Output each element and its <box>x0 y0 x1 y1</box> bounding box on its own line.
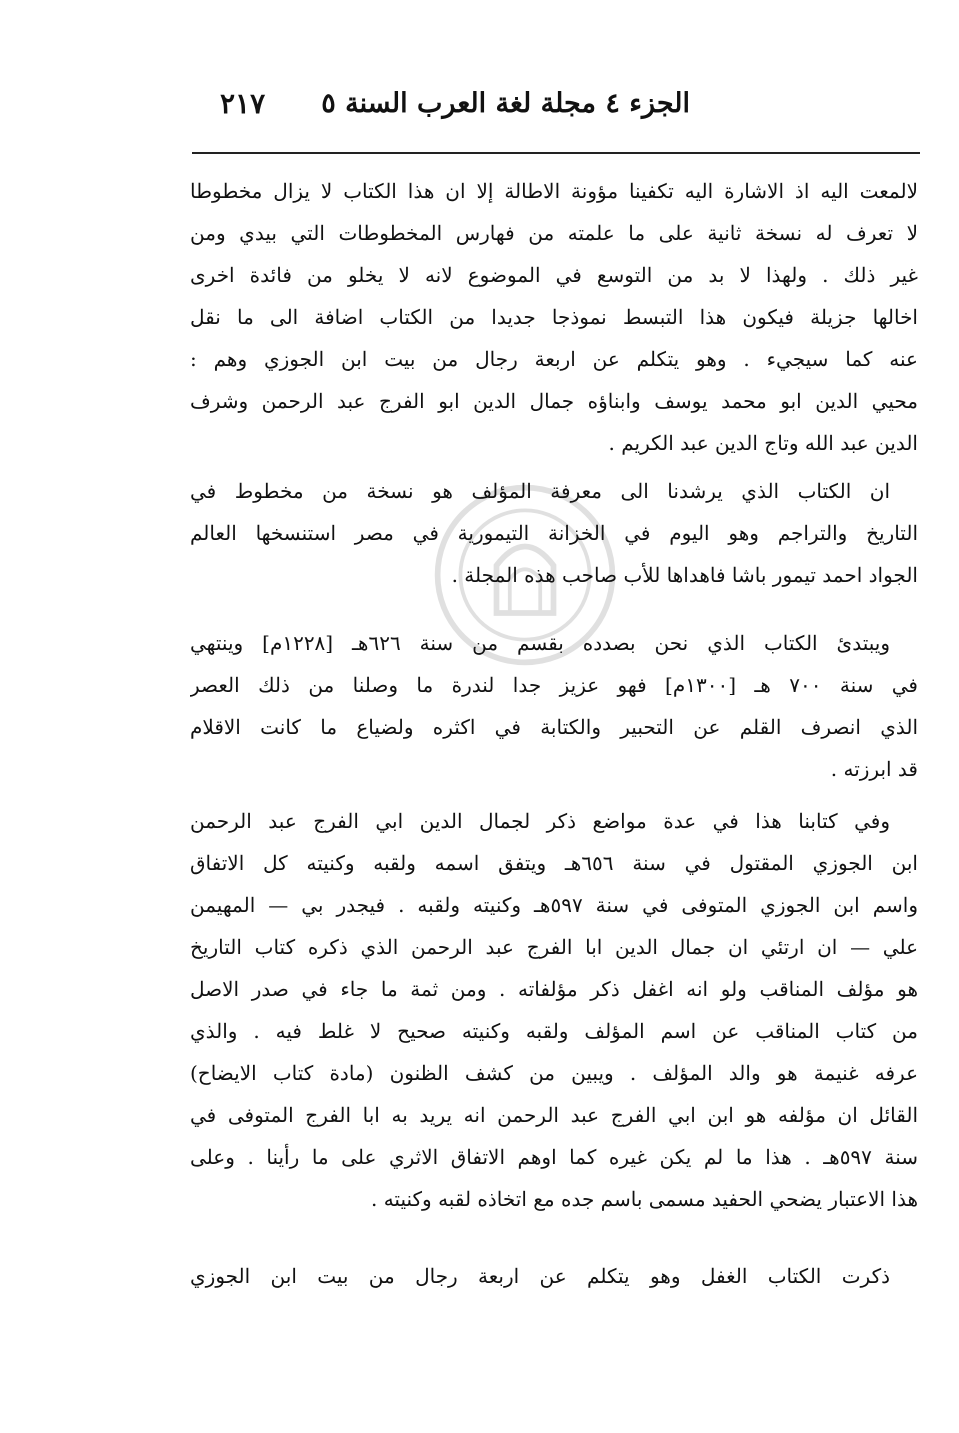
text-line: عنه كما سيجيء . وهو يتكلم عن اربعة رجال من بيت ابن الجوزي وهم : <box>190 347 918 371</box>
text-line: غير ذلك . ولهذا لا بد من التوسع في الموضوع لانه لا يخلو من فائدة اخرى <box>190 263 918 287</box>
text-line: هذا الاعتبار يضحي الحفيد مسمى باسم جده مع اتخاذه لقبه وكنيته . <box>370 1187 918 1211</box>
text-line: سنة ٥٩٧هـ . هذا ما لم يكن غيره كما اوهم الاتفاق الاثري على ما رأينا . وعلى <box>190 1145 918 1169</box>
text-line: القائل ان مؤلفه هو ابن ابي الفرج عبد الرحمن انه يريد به ابا الفرج المتوفى في <box>190 1103 918 1127</box>
text-line: واسم ابن الجوزي المتوفى في سنة ٥٩٧هـ وكنيته ولقبه . فيجدر بي — المهيمن <box>190 893 918 917</box>
text-line: الذي انصرف القلم عن التحبير والكتابة في اكثره ولضياع ما كانت الاقلام <box>190 715 918 739</box>
text-line: الجواد احمد تيمور باشا فاهداها للأب صاحب هذه المجلة . <box>451 563 918 587</box>
text-line: ان الكتاب الذي يرشدنا الى معرفة المؤلف هو نسخة من مخطوط في <box>190 479 890 503</box>
page-number: ٢١٧ <box>220 86 266 120</box>
text-line: ذكرت الكتاب الغفل وهو يتكلم عن اربعة رجال من بيت ابن الجوزي <box>190 1264 890 1288</box>
text-line: الدين عبد الله وتاج الدين عبد الكريم . <box>608 431 918 455</box>
text-line: علي — ان ارتئي ان جمال الدين ابا الفرج عبد الرحمن الذي ذكره كتاب التاريخ <box>190 935 918 959</box>
text-line: قد ابرزته . <box>830 757 918 781</box>
running-head: الجزء ٤ مجلة لغة العرب السنة ٥ <box>321 87 690 119</box>
text-line: ويبتدئ الكتاب الذي نحن بصدده بقسم من سنة ٦٢٦هـ [١٢٢٨م] وينتهي <box>190 631 890 655</box>
text-line: وفي كتابنا هذا في عدة مواضع ذكر لجمال الدين ابي الفرج عبد الرحمن <box>190 809 890 833</box>
paragraph-1 <box>190 170 918 464</box>
header-rule <box>192 152 920 154</box>
text-line: التاريخ والتراجم وهو اليوم في الخزانة التيمورية في مصر استنسخها العالم <box>190 521 918 545</box>
text-line: ابن الجوزي المقتول في سنة ٦٥٦هـ ويتفق اسمه ولقبه وكنيته كل الاتفاق <box>190 851 918 875</box>
text-line: هو مؤلف المناقب ولو انه اغفل ذكر مؤلفاته . ومن ثمة ما جاء في صدر الاصل <box>190 977 918 1001</box>
paragraph-3 <box>190 622 918 790</box>
text-line: محيي الدين ابو محمد يوسف وابناؤه جمال الدين ابو الفرج عبد الرحمن وشرف <box>190 389 918 413</box>
paragraph-5 <box>190 1255 918 1297</box>
text-line: لا تعرف له نسخة ثانية على ما علمته من فهارس المخطوطات التي بيدي ومن <box>190 221 918 245</box>
text-line: اخالها جزيلة فيكون هذا التبسط نموذجا جديدا من الكتاب اضافة الى ما نقل <box>190 305 918 329</box>
text-line: من كتاب المناقب عن اسم المؤلف ولقبه وكنيته صحيح لا غلط فيه . والذي <box>190 1019 918 1043</box>
text-line: عرفه غنيمة هو والد المؤلف . ويبين من كشف الظنون (مادة كتاب الايضاح) <box>190 1061 918 1085</box>
text-line: لالمعت اليه اذ الاشارة اليه تكفينا مؤونة الاطالة إلا ان هذا الكتاب لا يزال مخطوطا <box>190 179 918 203</box>
text-line: في سنة ٧٠٠ هـ [١٣٠٠م] فهو عزيز جدا لندرة ما وصلنا من ذلك العصر <box>190 673 918 697</box>
paragraph-2 <box>190 470 918 596</box>
paragraph-4 <box>190 800 918 1220</box>
page-header <box>220 78 690 128</box>
